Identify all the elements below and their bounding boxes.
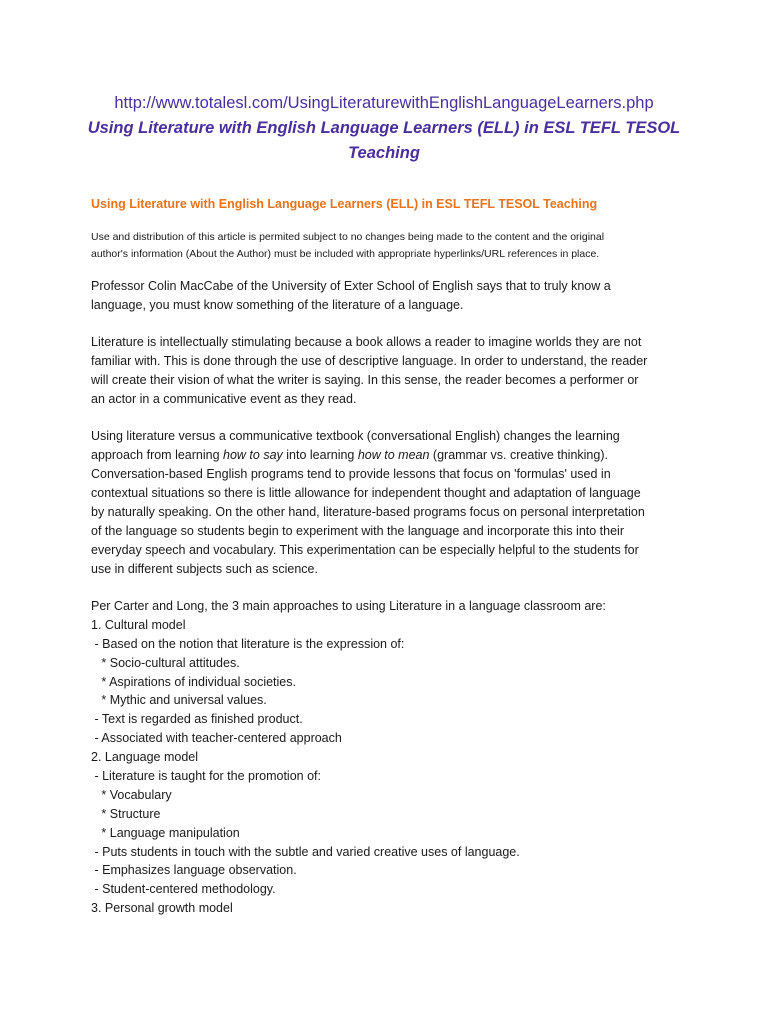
paragraph-line: familiar with. This is done through the use of descriptive language. In order to understand, the reader [91,354,648,368]
notice-line: Use and distribution of this article is permited subject to no changes being made to the content and the original [91,231,605,243]
paragraph-line: an actor in a communicative event as they read. [91,392,357,406]
list-intro: Per Carter and Long, the 3 main approaches to using Literature in a language classroom are: [91,599,606,613]
section-title: Using Literature with English Language Learners (ELL) in ESL TEFL TESOL Teaching [91,197,598,211]
list-item: * Socio-cultural attitudes. [91,655,240,670]
list-item: * Aspirations of individual societies. [91,674,296,689]
list-item: - Puts students in touch with the subtle and varied creative uses of language. [91,844,520,859]
list-item: - Emphasizes language observation. [91,863,297,878]
paragraph-line: contextual situations so there is little allowance for independent thought and adaptation of language [91,486,641,500]
list-item: 3. Personal growth model [91,901,233,916]
paragraph-line: of the language so students begin to experiment with the language and incorporate this into their [91,524,624,538]
paragraph-line: by naturally speaking. On the other hand, literature-based programs focus on personal interpretation [91,505,645,519]
paragraph-line: Literature is intellectually stimulating because a book allows a reader to imagine worlds they are not [91,335,642,349]
paragraph-line: use in different subjects such as science. [91,562,318,576]
list-item: 1. Cultural model [91,617,186,632]
list-item: * Structure [91,806,161,821]
paragraph-line: will create their vision of what the writer is saying. In this sense, the reader becomes a performer or [91,373,639,387]
paragraph-line: Professor Colin MacCabe of the University of Exter School of English says that to truly know a [91,279,611,293]
text-segment: (grammar vs. creative thinking). [429,448,608,462]
usage-notice [91,229,691,263]
list-item: - Student-centered methodology. [91,882,276,897]
list-item: - Based on the notion that literature is the expression of: [91,636,405,651]
emphasis-how-to-mean: how to mean [357,448,430,462]
list-item: * Vocabulary [91,787,172,802]
list-item: 2. Language model [91,750,199,765]
text-segment: approach from learning [91,448,224,462]
paragraph-maccabe [91,277,691,315]
text-segment: into learning [282,448,358,462]
paragraph-literature-stimulating [91,333,691,409]
paragraph-line: Using literature versus a communicative textbook (conversational English) changes the learning [91,429,620,443]
emphasis-how-to-say: how to say [223,448,283,462]
approaches-list [91,597,691,918]
list-item: - Literature is taught for the promotion of: [91,769,321,784]
paragraph-literature-vs-textbook [91,427,691,579]
notice-line: author's information (About the Author) must be included with appropriate hyperlinks/URL references in place. [91,248,600,260]
source-url-link[interactable]: http://www.totalesl.com/UsingLiteraturewithEnglishLanguageLearners.php [114,94,654,112]
list-item: * Mythic and universal values. [91,693,267,708]
page-title: Using Literature with English Language Learners (ELL) in ESL TEFL TESOL Teaching [87,119,681,162]
paragraph-line: language, you must know something of the literature of a language. [91,298,464,312]
paragraph-line: everyday speech and vocabulary. This experimentation can be especially helpful to the students for [91,543,639,557]
paragraph-line-with-emphasis [91,446,691,465]
list-item: - Associated with teacher-centered approach [91,731,342,746]
paragraph-line: Conversation-based English programs tend to provide lessons that focus on 'formulas' used in [91,467,611,481]
list-item: * Language manipulation [91,825,240,840]
list-item: - Text is regarded as finished product. [91,712,303,727]
